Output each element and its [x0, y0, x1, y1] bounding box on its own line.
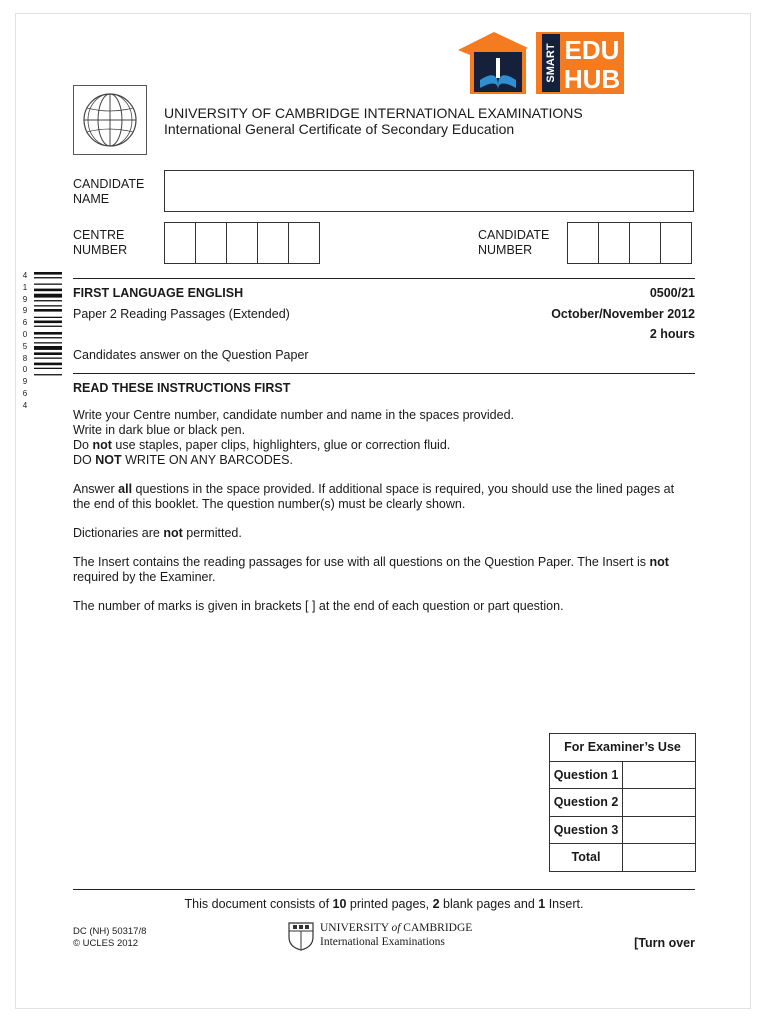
subject-title: FIRST LANGUAGE ENGLISH: [73, 286, 244, 300]
mark-cell[interactable]: [623, 761, 696, 789]
barcode-bar: [34, 309, 62, 312]
cambridge-wordmark: UNIVERSITY of CAMBRIDGE International Examinations: [320, 922, 473, 948]
divider: [73, 373, 695, 374]
certificate-title: International General Certificate of Secondary Education: [164, 121, 515, 137]
barcode-bar: [34, 358, 62, 359]
barcode-bar: [34, 326, 62, 327]
barcode-bar: [34, 284, 62, 285]
table-row: Total: [550, 844, 696, 872]
instruction-line: Write your Centre number, candidate number and name in the spaces provided.: [73, 408, 514, 422]
university-title: UNIVERSITY OF CAMBRIDGE INTERNATIONAL EXAMINATIONS: [164, 105, 583, 121]
answer-note: Candidates answer on the Question Paper: [73, 348, 309, 362]
barcode-bar: [34, 374, 62, 375]
candidate-digit-box[interactable]: [567, 222, 599, 264]
barcode: [24, 270, 64, 412]
table-row: Question 2: [550, 789, 696, 817]
document-page-count: This document consists of 10 printed pages, 2 blank pages and 1 Insert.: [184, 897, 584, 911]
barcode-digits: 4 1 9 9 6 0 5 8 0 9 6 4: [22, 271, 28, 410]
instruction-line: Do not use staples, paper clips, highlighters, glue or correction fluid.: [73, 438, 451, 452]
instruction-line: Write in dark blue or black pen.: [73, 423, 246, 437]
barcode-bar: [34, 277, 62, 278]
barcode-bar: [34, 300, 62, 301]
examiner-table-title: For Examiner’s Use: [550, 734, 696, 762]
barcode-bar: [34, 332, 62, 335]
candidate-digit-box[interactable]: [629, 222, 661, 264]
logo-hub-text: HUB: [563, 64, 621, 94]
mark-cell[interactable]: [623, 789, 696, 817]
instruction-line: Dictionaries are not permitted.: [73, 526, 242, 540]
centre-digit-box[interactable]: [195, 222, 227, 264]
instruction-line: required by the Examiner.: [73, 570, 216, 584]
barcode-bar: [34, 352, 62, 355]
candidate-number-boxes[interactable]: [567, 222, 692, 264]
copyright: © UCLES 2012: [73, 938, 139, 949]
instruction-line: The Insert contains the reading passages for use with all questions on the Question Paper. The Insert is not: [73, 555, 669, 569]
barcode-bar: [34, 346, 62, 350]
instruction-line: the end of this booklet. The question number(s) must be clearly shown.: [73, 497, 466, 511]
exam-session: October/November 2012: [551, 307, 695, 321]
barcode-bar: [34, 294, 62, 298]
barcode-bar: [34, 368, 62, 369]
candidate-digit-box[interactable]: [660, 222, 692, 264]
logo-edu-text: EDU: [564, 35, 620, 65]
exam-duration: 2 hours: [649, 327, 695, 341]
instructions-body: [73, 408, 697, 614]
candidate-digit-box[interactable]: [598, 222, 630, 264]
barcode-bar: [34, 363, 62, 366]
barcode-bar: [34, 317, 62, 318]
instructions-heading: READ THESE INSTRUCTIONS FIRST: [73, 381, 291, 395]
candidate-number-label: CANDIDATE NUMBER: [478, 228, 550, 257]
centre-digit-box[interactable]: [164, 222, 196, 264]
candidate-name-label: CANDIDATE NAME: [73, 177, 145, 206]
globe-crest-icon: [73, 85, 147, 155]
barcode-bar: [34, 305, 62, 306]
instruction-line: The number of marks is given in brackets [ ] at the end of each question or part question.: [73, 599, 564, 613]
mark-cell[interactable]: [623, 844, 696, 872]
instruction-line: DO NOT WRITE ON ANY BARCODES.: [73, 453, 293, 467]
centre-number-boxes[interactable]: [164, 222, 320, 264]
cambridge-crest-icon: [287, 921, 315, 951]
barcode-bar: [34, 337, 62, 338]
centre-digit-box[interactable]: [288, 222, 320, 264]
document-reference: DC (NH) 50317/8: [73, 926, 147, 937]
paper-title: Paper 2 Reading Passages (Extended): [73, 307, 290, 321]
divider: [73, 889, 695, 890]
candidate-name-field[interactable]: [164, 170, 694, 212]
instruction-line: Answer all questions in the space provided. If additional space is required, you should use the lined pages at: [73, 482, 675, 496]
turn-over: [Turn over: [634, 936, 695, 950]
barcode-bar: [34, 289, 62, 292]
divider: [73, 278, 695, 279]
mark-cell[interactable]: [623, 816, 696, 844]
centre-digit-box[interactable]: [226, 222, 258, 264]
barcode-bar: [34, 342, 62, 343]
table-row: Question 1: [550, 761, 696, 789]
smart-edu-hub-logo: [450, 28, 626, 98]
examiner-use-table: [549, 733, 696, 872]
barcode-bar: [34, 272, 62, 275]
paper-code: 0500/21: [649, 286, 695, 300]
table-row: Question 3: [550, 816, 696, 844]
centre-number-label: CENTRE NUMBER: [73, 228, 128, 257]
barcode-bar: [34, 321, 62, 324]
logo-smart-text: SMART: [544, 43, 557, 83]
centre-digit-box[interactable]: [257, 222, 289, 264]
